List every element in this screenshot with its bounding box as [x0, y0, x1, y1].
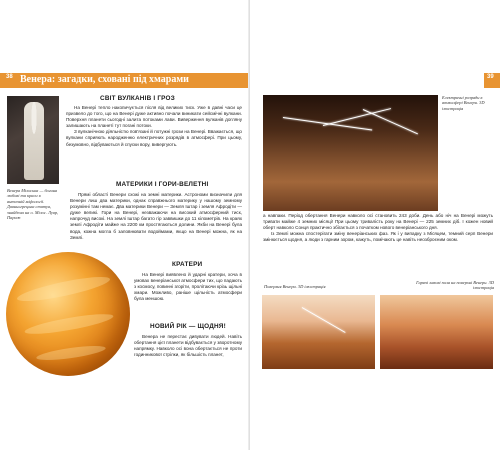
section-craters-text — [134, 272, 242, 302]
heading-volcanoes: СВІТ ВУЛКАНІВ І ГРОЗ — [100, 95, 175, 102]
venus-de-milo-photo — [7, 96, 59, 184]
lightning-illustration — [263, 95, 438, 211]
paragraph: Із Землі можна спостерігати зміну венеріанських фаз. Як і у випадку з Місяцем, темний серп Венери змінюється щодня, а люди з гарним зором, кажуть, помічають це навіть неозброєним оком. — [263, 231, 493, 243]
lightning-caption: Електричні розряди в атмосфері Венери. 3D ілюстрація — [442, 95, 485, 111]
paragraph: Прямі області Венери схожі на земні материки. Астрономи визначили для Венери лиш два материки, однак справжнього материку у нашому земному розумінні там немає. Два материки Венери — Земля Іштар і земля Афродіти — дуже великі. Гори на Венері, незважаючи на високий атмосферний тиск, напрочуд високі. На землі Іштар багато гір заввишки до 11 кілометрів. На краях землі Афродіти майже на 2200 км простягаються долини. Якби на Венері була вода, кожна могла б заповнювати водоймами, якщо на Венері можна, як на Землі. — [70, 192, 242, 240]
page-number-left: 38 — [6, 74, 13, 80]
venus-planet-illustration — [6, 252, 130, 376]
paragraph: На Венері виявлено й ударні кратери, хоча в умовах венеріанської атмосфери тих, що падають з космосу, повинні згоріти, пролітаючи крізь щільні хмари. Можливо, раніше щільність атмосфери була меншою. — [134, 272, 242, 302]
header-bar-right — [484, 73, 500, 88]
chapter-title: Венера: загадки, сховані під хмарами — [20, 74, 189, 85]
section-volcanoes-text — [66, 105, 242, 148]
page-number-right: 39 — [487, 74, 494, 80]
paragraph: На Венері тепло накопичується після від великих тиск. Уже в давні часи це призвело до того, що на Венері дуже активно почали виникати сейсмічні вулкани. Поверхня планети сьогодні залита потоками лави. Виверження вулканів догляну залишають на планеті тут погані потоки. — [66, 105, 242, 129]
section-continents-text — [70, 192, 242, 241]
lava-fields-caption: Гарячі лавові поля на поверхні Венери. 3D ілюстрація — [416, 280, 494, 291]
paragraph: а навпаки. Період обертання Венери навколо осі становить 243 доби. День або ніч на Венері можуть тривати майже 4 земних місяці! При цьому тривалість року на Венері — 225 земних діб. І кожен новий оберт навколо Сонця практично збігається з початком нового венеріанського дня. — [263, 213, 493, 231]
statue-figure — [24, 102, 44, 180]
cloud-band — [24, 310, 115, 337]
cloud-band — [36, 343, 107, 363]
heading-new-year: НОВИЙ РІК — ЩОДНЯ! — [150, 323, 226, 330]
cloud-band — [16, 272, 112, 305]
heading-craters: КРАТЕРИ — [172, 261, 203, 268]
header-bar — [0, 73, 250, 88]
statue-caption: Венера Мілоська — богиня любові та краси в античній міфології. Давньогрецька статуя, знайдена на о. Мілос. Лувр, Париж — [7, 188, 59, 221]
section-new-year-text — [134, 334, 242, 358]
venus-surface-illustration — [262, 295, 375, 369]
paragraph: З вулканічною діяльністю пов'язані й потужні грози на Венері. Вважається, що вулкани сприяють народженню електричних розрядів в атмосфері. При цьому, безумовно, відбуваються й спуски вору, вивергують. — [66, 129, 242, 147]
lava-fields-illustration — [380, 295, 493, 369]
right-body-text — [263, 213, 493, 243]
paragraph: Венера не перестає дивувати людей. Навіть обертання цієї планети відбувається у зворотному напрямку. Навколо осі вона обертається не проти годинникової стрілки, як більшість планет, — [134, 334, 242, 358]
surface-caption: Поверхня Венери. 3D ілюстрація — [264, 284, 326, 289]
lightning-bolt — [363, 109, 418, 134]
heading-continents: МАТЕРИКИ І ГОРИ-ВЕЛЕТНІ — [116, 181, 209, 188]
lightning-bolt — [302, 307, 346, 333]
